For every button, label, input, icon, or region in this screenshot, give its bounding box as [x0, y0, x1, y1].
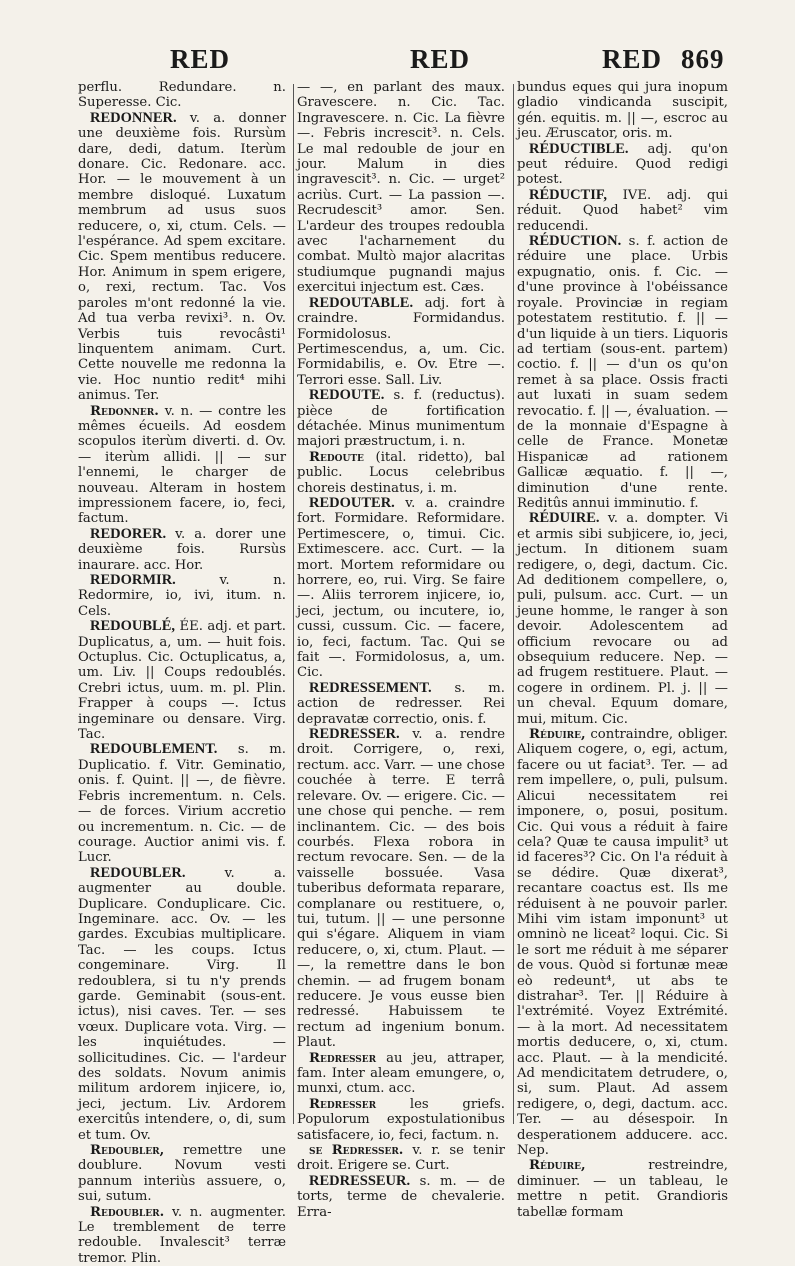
header-left-word: RED: [170, 44, 231, 74]
entry-text: s. m. action de redresser. Rei depravatæ correctio, onis. f.: [297, 680, 505, 727]
dictionary-entry: [517, 234, 728, 511]
entry-headword: REDOUTABLE.: [309, 294, 414, 311]
entry-headword: RÉDUCTION.: [529, 233, 622, 250]
dictionary-entry: [297, 80, 505, 296]
dictionary-entry: [78, 619, 286, 742]
entry-text: v. a. augmenter au double. Duplicare. Conduplicare. Cic. Ingeminare. acc. Ov. — les gardes. Excubias multiplicare. Tac. — les coups. Ictus congeminare. Virg. Il redoublera, si tu n'y prends garde. Geminabit (sous-ent. ictus), nisi caves. Ter. — ses vœux. Duplicare vota. Virg. — les inquiétudes. — sollicitudines. Cic. — l'ardeur des soldats. Novum animis militum ardorem injicere, io, jeci, jectum. Liv. Ardorem exercitûs intendere, o, di, sum et tum. Ov.: [78, 865, 286, 1143]
entry-headword: REDOUBLEMENT.: [90, 741, 218, 758]
dictionary-entry: [297, 727, 505, 1051]
dictionary-entry: [297, 388, 505, 450]
dictionary-entry: [78, 866, 286, 1143]
entry-headword: Redresser: [309, 1096, 377, 1112]
dictionary-entry: [517, 511, 728, 727]
entry-headword: REDRESSEUR.: [309, 1172, 411, 1189]
entry-headword: REDOUBLÉ,: [90, 618, 176, 635]
entry-text: au jeu, attraper, fam. Inter aleam emungere, o, munxi, ctum. acc.: [297, 1050, 505, 1097]
entry-headword: REDRESSER.: [309, 726, 400, 743]
header-center-word: RED: [410, 44, 471, 74]
entry-text: s. m. Duplicatio. f. Vitr. Geminatio, onis. f. Quint. || —, de fièvre. Febris incrementum. n. Cels. — de forces. Virium accretio ou incrementum. n. Cic. — de courage. Auctior animi vis. f. Lucr.: [78, 742, 286, 866]
entry-headword: Réduire,: [529, 727, 586, 743]
dictionary-entry: [297, 1097, 505, 1143]
entry-headword: Redoubler,: [90, 1143, 165, 1159]
dictionary-entry: [297, 496, 505, 681]
entry-text: v. n. augmenter. Le tremblement de terre redouble. Invalescit³ terræ tremor. Plin.: [78, 1204, 286, 1266]
entry-text: v. a. craindre fort. Formidare. Reformidare. Pertimescere, o, timui. Cic. Extimescere. acc. Curt. — la mort. Mortem reformidare ou horrere, eo, rui. Virg. Se faire —. Aliis terrorem injicere, io, jeci, jectum, ou incutere, io, cussi, cussum. Cic. — facere, io, feci, factum. Tac. Qui se fait —. Formidolosus, a, um. Cic.: [297, 495, 505, 681]
dictionary-entry: [78, 111, 286, 404]
entry-text: IVE. adj. qui réduit. Quod habet² vim reducendi.: [517, 187, 728, 234]
entry-headword: Redoubler.: [90, 1204, 165, 1220]
entry-text: remettre une doublure. Novum vesti pannum interiùs assuere, o, sui, sutum.: [78, 1143, 286, 1205]
dictionary-entry: [78, 573, 286, 619]
column-1: [78, 80, 286, 1266]
dictionary-entry: [78, 80, 286, 111]
entry-text: s. m. — de torts, terme de chevalerie. Erra-: [297, 1173, 505, 1220]
dictionary-entry: [78, 527, 286, 573]
entry-text: adj. qu'on peut réduire. Quod redigi potest.: [517, 141, 728, 188]
entry-headword: Redonner.: [90, 403, 159, 419]
entry-text: s. f. action de réduire une place. Urbis expugnatio, onis. f. Cic. — d'une province à l'obéissance royale. Provinciæ in regiam potestatem restitutio. f. || — d'un liquide à un tiers. Liquoris ad tertiam (sous-ent. partem) coctio. f. || — d'un os qu'on remet à sa place. Ossis fracti aut luxati in suam sedem revocatio. f. || —, évaluation. — de la monnaie d'Espagne à celle de France. Monetæ Hispanicæ ad rationem Gallicæ æquatio. f. || —, diminution d'une rente. Reditûs annui imminutio. f.: [517, 234, 728, 511]
entry-headword: REDOUTER.: [309, 494, 395, 511]
entry-text: bundus eques qui jura inopum gladio vindicanda suscipit, gén. equitis. m. || —, escroc au jeu. Æruscator, oris. m.: [517, 80, 728, 142]
entry-text: v. n. Redormire, io, ivi, itum. n. Cels.: [78, 573, 286, 619]
dictionary-entry: [517, 727, 728, 1158]
entry-text: les griefs. Populorum expostulationibus satisfacere, io, feci, factum. n.: [297, 1096, 505, 1143]
entry-headword: REDORMIR.: [90, 572, 176, 588]
entry-headword: RÉDUCTIF,: [529, 186, 608, 203]
entry-text: contraindre, obliger. Aliquem cogere, o, egi, actum, facere ou ut faciat³. Ter. — ad rem impellere, o, puli, pulsum. Alicui necessitatem rei imponere, o, posui, positum. Cic. Qui vous a réduit à faire cela? Quæ te causa impulit³ ut id faceres³? Cic. On l'a réduit à se dédire. Quæ dixerat³, recantare coactus est. Ils me réduisent à ne pouvoir parler. Mihi vim istam imponunt³ ut omninò ne liceat² loqui. Cic. Si le sort me réduit à me séparer de vous. Quòd si fortunæ meæ eò redeunt⁴, ut abs te distrahar³. Ter. || Réduire à l'extrémité. Voyez Extrémité. — à la mort. Ad necessitatem mortis deducere, o, xi, ctum. acc. Plaut. — à la mendicité. Ad mendicitatem detrudere, o, si, sum. Plaut. Ad assem redigere, o, degi, dactum. acc. Ter. — au désespoir. In desperationem adducere. acc. Nep.: [517, 727, 728, 1159]
entry-headword: REDORER.: [90, 525, 167, 542]
dictionary-entry: [78, 1143, 286, 1205]
dictionary-entry: [517, 1158, 728, 1220]
dictionary-entry: [78, 1205, 286, 1266]
column-3: [517, 80, 728, 1220]
dictionary-entry: [297, 1143, 505, 1174]
entry-text: perflu. Redundare. n. Superesse. Cic.: [78, 80, 286, 111]
dictionary-entry: [517, 80, 728, 142]
dictionary-entry: [297, 450, 505, 496]
dictionary-entry: [297, 296, 505, 388]
entry-headword: REDOUTE.: [309, 387, 385, 404]
dictionary-entry: [517, 188, 728, 234]
column-2: [297, 80, 505, 1220]
entry-headword: Redoute: [309, 449, 364, 465]
entry-text: s. f. (reductus). pièce de fortification détachée. Minus munimentum majori præstructum, i. n.: [297, 388, 505, 450]
header-right-word: RED: [602, 44, 663, 74]
dictionary-entry: [297, 1174, 505, 1220]
dictionary-entry: [78, 742, 286, 865]
entry-text: v. a. dompter. Vi et armis sibi subjicere, io, jeci, jectum. In ditionem suam redigere, o, degi, dactum. Cic. Ad deditionem compellere, o, puli, pulsum. acc. Curt. — un jeune homme, le ranger à son devoir. Adolescentem ad officium revocare ou ad obsequium reducere. Nep. — ad frugem restituere. Plaut. — cogere in ordinem. Pl. j. || — un cheval. Equum domare, mui, mitum. Cic.: [517, 511, 728, 727]
dictionary-entry: [78, 404, 286, 527]
entry-text: adj. fort à craindre. Formidandus. Formidolosus. Pertimescendus, a, um. Cic. Formidabilis, e. Ov. Etre —. Terrori esse. Sall. Liv.: [297, 295, 505, 388]
running-header: [78, 44, 728, 84]
entry-headword: REDONNER.: [90, 109, 177, 126]
page-number: 869: [681, 44, 725, 74]
entry-text: restreindre, diminuer. — un tableau, le mettre n petit. Grandioris tabellæ formam: [517, 1158, 728, 1220]
entry-text: v. n. — contre les mêmes écueils. Ad eosdem scopulos iterùm diverti. d. Ov. — iterùm allidi. || — sur l'ennemi, le charger de nouveau. Alteram in hostem impressionem facere, io, feci, factum.: [78, 403, 286, 527]
dictionary-entry: [517, 142, 728, 188]
entry-text: v. a. donner une deuxième fois. Rursùm dare, dedi, datum. Iterùm donare. Cic. Redonare. acc. Hor. — le mouvement à un membre disloqué. Luxatum membrum ad usus suos reducere, o, xi, ctum. Cels. — l'espérance. Ad spem excitare. Cic. Spem mentibus reducere. Hor. Animum in spem erigere, o, rexi, rectum. Tac. Vos paroles m'ont redonné la vie. Ad tua verba revixi³. n. Ov. Verbis tuis revocâsti¹ linquentem animam. Curt. Cette nouvelle me redonna la vie. Hoc nuntio redit⁴ mihi animus. Ter.: [78, 110, 286, 404]
dictionary-body: [78, 80, 728, 1266]
dictionary-entry: [297, 1051, 505, 1097]
entry-text: (ital. ridetto), bal public. Locus celebribus choreis destinatus, i. m.: [297, 449, 505, 496]
entry-text: ÉE. adj. et part. Duplicatus, a, um. — huit fois. Octuplus. Cic. Octuplicatus, a, um. Liv. || Coups redoublés. Crebri ictus, uum. m. pl. Plin. Frapper à coups —. Ictus ingeminare ou densare. Virg. Tac.: [78, 619, 286, 743]
dictionary-entry: [297, 681, 505, 727]
entry-headword: REDOUBLER.: [90, 864, 186, 881]
entry-headword: se Redresser.: [309, 1143, 404, 1159]
entry-text: v. r. se tenir droit. Erigere se. Curt.: [297, 1143, 505, 1174]
entry-headword: Redresser: [309, 1050, 377, 1066]
entry-text: v. a. rendre droit. Corrigere, o, rexi, rectum. acc. Varr. — une chose couchée à terre. E terrâ relevare. Ov. — erigere. Cic. — une chose qui penche. — rem inclinantem. Cic. — des bois courbés. Flexa robora in rectum revocare. Sen. — de la vaisselle bossuée. Vasa tuberibus deformata reparare, complanare ou restituere, o, tui, tutum. || — une personne qui s'égare. Aliquem in viam reducere, o, xi, ctum. Plaut. — —, la remettre dans le bon chemin. — ad frugem bonam reducere. Je vous eusse bien redressé. Habuissem te rectum ad ingenium bonum. Plaut.: [297, 727, 505, 1051]
entry-text: v. a. dorer une deuxième fois. Rursùs inaurare. acc. Hor.: [78, 526, 286, 573]
entry-headword: Réduire,: [529, 1158, 586, 1174]
entry-headword: RÉDUCTIBLE.: [529, 140, 629, 157]
entry-text: — —, en parlant des maux. Gravescere. n. Cic. Tac. Ingravescere. n. Cic. La fièvre —. Febris increscit³. n. Cels. Le mal redouble de jour en jour. Malum in dies ingravescit³. n. Cic. — urget² acriùs. Curt. — La passion —. Recrudescit³ amor. Sen. L'ardeur des troupes redoubla avec l'acharnement du combat. Multò major alacritas studiumque pugnandi majus exercitui injectum est. Cæs.: [297, 80, 505, 296]
entry-headword: REDRESSEMENT.: [309, 679, 432, 696]
entry-headword: RÉDUIRE.: [529, 510, 600, 527]
